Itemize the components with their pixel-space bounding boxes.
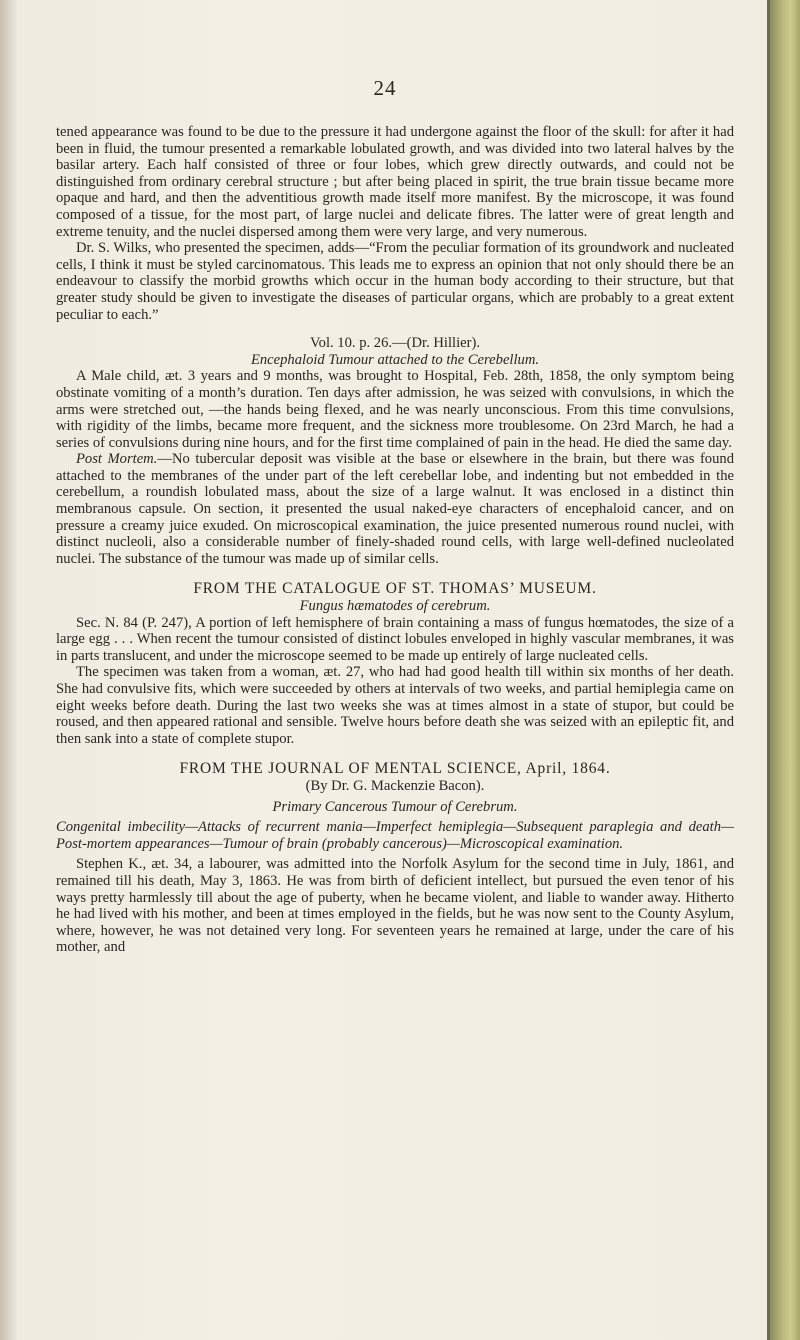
st-thomas-heading: FROM THE CATALOGUE OF ST. THOMAS’ MUSEUM. (193, 580, 597, 598)
book-binding (770, 0, 800, 1340)
case-paragraph: A Male child, æt. 3 years and 9 months, was brought to Hospital, Feb. 28th, 1858, the only symptom being obstinate vomiting of a month’s duration. Ten days after admission, he was seized with convulsions, in which the arms were stretched out, —the hands being flexed, and he was nearly unconscious. From this time convulsions, with rigidity of the limbs, became more frequent, and the sickness more troublesome. On 23rd March, he had a series of convulsions during nine hours, and for the first time complained of pain in the head. He died the same day. (56, 368, 734, 451)
mental-science-subtitle: Primary Cancerous Tumour of Cerebrum. (272, 798, 518, 815)
vol-subtitle: Encephaloid Tumour attached to the Cerebellum. (250, 351, 540, 368)
mental-science-paragraph: Stephen K., æt. 34, a labourer, was admitted into the Norfolk Asylum for the second time in July, 1861, and remained till his death, May 3, 1863. He was from birth of deficient intellect, but pursued the even tenor of his ways pretty harmlessly till about the age of puberty, when he became violent, and liable to wander away. Hitherto he had lived with his mother, and been at times employed in the fields, but he was now sent to the County Asylum, where, however, he was not detained very long. For seventeen years he remained at large, under the care of his mother, and (56, 856, 734, 956)
page-body (56, 124, 734, 956)
mental-science-byline: (By Dr. G. Mackenzie Bacon). (305, 777, 485, 794)
post-mortem-text: —No tubercular deposit was visible at the base or elsewhere in the brain, but there was found attached to the membranes of the under part of the left cerebellar lobe, and indenting but not embedded in the cerebellum, a roundish lobulated mass, about the size of a large walnut. It was enclosed in a distinct thin membranous capsule. On section, it presented the usual naked-eye characters of encephaloid cancer, and on pressure a creamy juice exuded. On microscopical examination, the juice presented numerous round nuclei, with distinct nucleoli, also a considerable number of finely-shaded round cells, with large well-defined nucleolated nuclei. The substance of the tumour was made up of similar cells. (56, 451, 734, 567)
st-thomas-subtitle: Fungus hæmatodes of cerebrum. (299, 598, 491, 615)
gutter-shadow (0, 0, 18, 1340)
post-mortem-label: Post Mortem. (76, 451, 158, 468)
st-thomas-paragraph-1: Sec. N. 84 (P. 247), A portion of left hemisphere of brain containing a mass of fungus hœmatodes, the size of a large egg . . . When recent the tumour consisted of distinct lobules enveloped in highly vascular membranes, it was in parts translucent, and under the microscope seemed to be made up entirely of large nucleated cells. (56, 614, 734, 664)
st-thomas-paragraph-2: The specimen was taken from a woman, æt. 27, who had had good health till within six months of her death. She had convulsive fits, which were succeeded by others at intervals of two weeks, and partial hemiplegia came on eight weeks before death. During the last two weeks she was at times almost in a state of stupor, but could be roused, and then appeared rational and sensible. Twelve hours before death she was seized with an epileptic fit, and then sank into a state of complete stupor. (56, 664, 734, 747)
paragraph-continued: tened appearance was found to be due to the pressure it had undergone against the floor of the skull: for after it had been in fluid, the tumour presented a remarkable lobulated growth, and was divided into two lateral halves by the basilar artery. Each half consisted of three or four lobes, which grew directly outwards, and could not be distinguished from ordinary cerebral structure ; but after being placed in spirit, the true brain tissue became more opaque and hard, and then the adventitious growth made itself more manifest. By the microscope, it was found composed of a tissue, for the most part, of large nuclei and delicate fibres. The latter were of great length and extreme tenuity, and the nuclei dispersed among them were very large, and very numerous. (56, 124, 734, 240)
page-number: 24 (373, 76, 397, 100)
paragraph-wilks-quote: Dr. S. Wilks, who presented the specimen, adds—“From the peculiar formation of its groundwork and nucleated cells, I think it must be styled carcinomatous. This leads me to express an opinion that not only should there be an endeavour to classify the morbid growths which occur in the human body according to their structure, but that greater study should be given to investigate the diseases of particular organs, which are probably to a great extent peculiar to each.” (56, 240, 734, 323)
mental-science-summary: Congenital imbecility—Attacks of recurrent mania—Imperfect hemiplegia—Subsequent paraplegia and death—Post-mortem appearances—Tumour of brain (probably cancerous)—Microscopical examination. (56, 819, 734, 852)
mental-science-heading: FROM THE JOURNAL OF MENTAL SCIENCE, April, 1864. (179, 760, 611, 778)
post-mortem-paragraph (56, 451, 734, 567)
vol-heading: Vol. 10. p. 26.—(Dr. Hillier). (310, 335, 480, 352)
